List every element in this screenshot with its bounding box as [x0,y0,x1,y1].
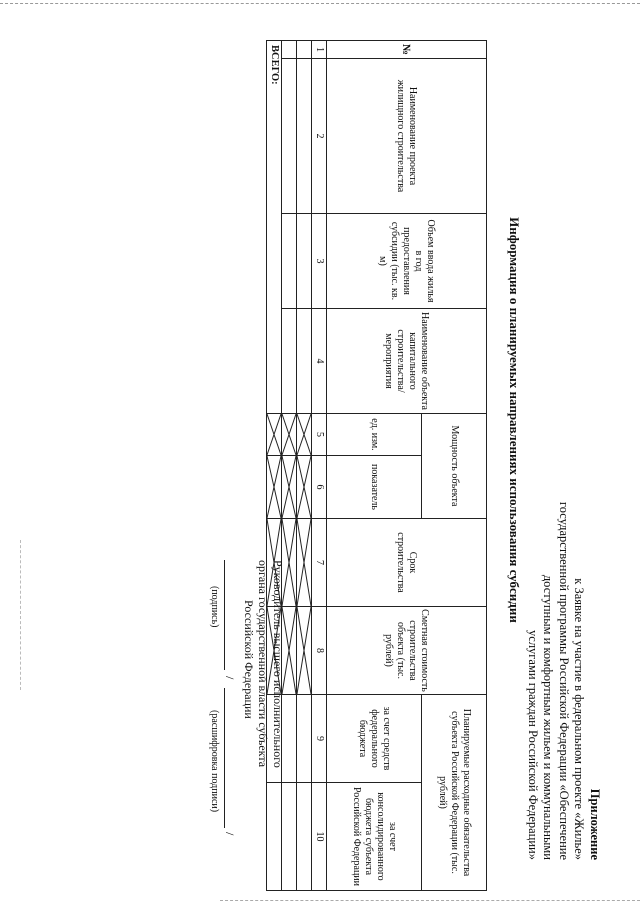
table-cell [297,41,312,59]
crossed-cell [282,414,297,456]
sign-caption: (подпись) [209,586,221,628]
appendix-header [525,490,603,860]
appendix-line-1: к Заявке на участие в федеральном проекте «Жилье» [572,578,587,860]
col-header-object-name: Наименование объекта капитального строительства/ мероприятия [327,309,487,414]
signature-title-line-2: органа государственной власти субъекта [256,560,271,768]
col-header-cost: Сметная стоимость строительства объекта (тыс. рублей) [327,607,487,695]
crossed-cell [297,607,312,695]
table-cell [282,214,297,309]
crossed-cell [282,456,297,519]
col-header-federal: за счет средств федерального бюджета [327,695,422,783]
decode-underline [225,688,226,828]
col-number-5: 5 [312,414,327,456]
signature-title-line-1: Руководитель высшего исполнительного [271,560,285,768]
cross-mark [267,414,281,455]
appendix-line-2: государственной программы Российской Федерации «Обеспечение [557,501,571,860]
col-number-2: 2 [312,59,327,214]
col-number-7: 7 [312,519,327,607]
total-label: ВСЕГО: [267,41,282,414]
cross-mark [297,456,311,518]
cross-mark [297,519,311,606]
table-cell [297,695,312,783]
cross-mark [282,456,296,518]
table-cell [282,59,297,214]
col-header-expenses: Планируемые расходные обязательства субъекта Российской Федерации (тыс. рублей) [422,695,487,891]
col-header-project-name: Наименование проекта жилищного строительства [327,59,487,214]
crossed-cell [267,456,282,519]
col-number-3: 3 [312,214,327,309]
crossed-cell [297,519,312,607]
table-cell [297,309,312,414]
col-header-volume: Объем ввода жилья в год предоставления субсидии (тыс. кв. м) [327,214,487,309]
col-header-term: Срок строительства [327,519,487,607]
cross-mark [297,607,311,694]
signature-slash-end: / [223,832,238,836]
signature-block [202,560,286,860]
table-cell [297,783,312,891]
table-row [297,41,312,891]
col-header-regional: за счет консолидированного бюджета субъекта Российской Федерации [327,783,422,891]
appendix-line-4: услугами граждан Российской Федерации» [526,630,540,860]
column-number-row [312,41,327,891]
col-header-capacity: Мощность объекта [422,414,487,519]
cross-mark [267,456,281,518]
col-number-8: 8 [312,607,327,695]
appendix-line-3: доступным и комфортным жильем и коммунальными [541,574,556,860]
col-number-6: 6 [312,456,327,519]
decode-caption: (расшифровка подписи) [209,710,221,813]
col-number-9: 9 [312,695,327,783]
table-cell [297,214,312,309]
signature-title-line-3: Российской Федерации [242,600,256,719]
signature-slash: / [223,676,238,680]
cross-mark [282,414,296,455]
col-number-4: 4 [312,309,327,414]
col-header-capacity-unit: ед. изм. [327,414,422,456]
table-cell [282,41,297,59]
col-number-1: 1 [312,41,327,59]
signature-line [202,560,236,860]
table-cell [297,59,312,214]
header-row-1 [422,41,487,891]
signature-underline [225,560,226,670]
col-header-capacity-value: показатель [327,456,422,519]
appendix-title: Приложение [588,788,602,860]
crossed-cell [297,456,312,519]
cross-mark [297,414,311,455]
crossed-cell [267,414,282,456]
crossed-cell [297,414,312,456]
col-header-num: № [327,41,487,59]
col-number-10: 10 [312,783,327,891]
table-cell [282,309,297,414]
table-title: Информация о планируемых направлениях использования субсидии [507,217,522,623]
subsidy-table [266,40,487,891]
